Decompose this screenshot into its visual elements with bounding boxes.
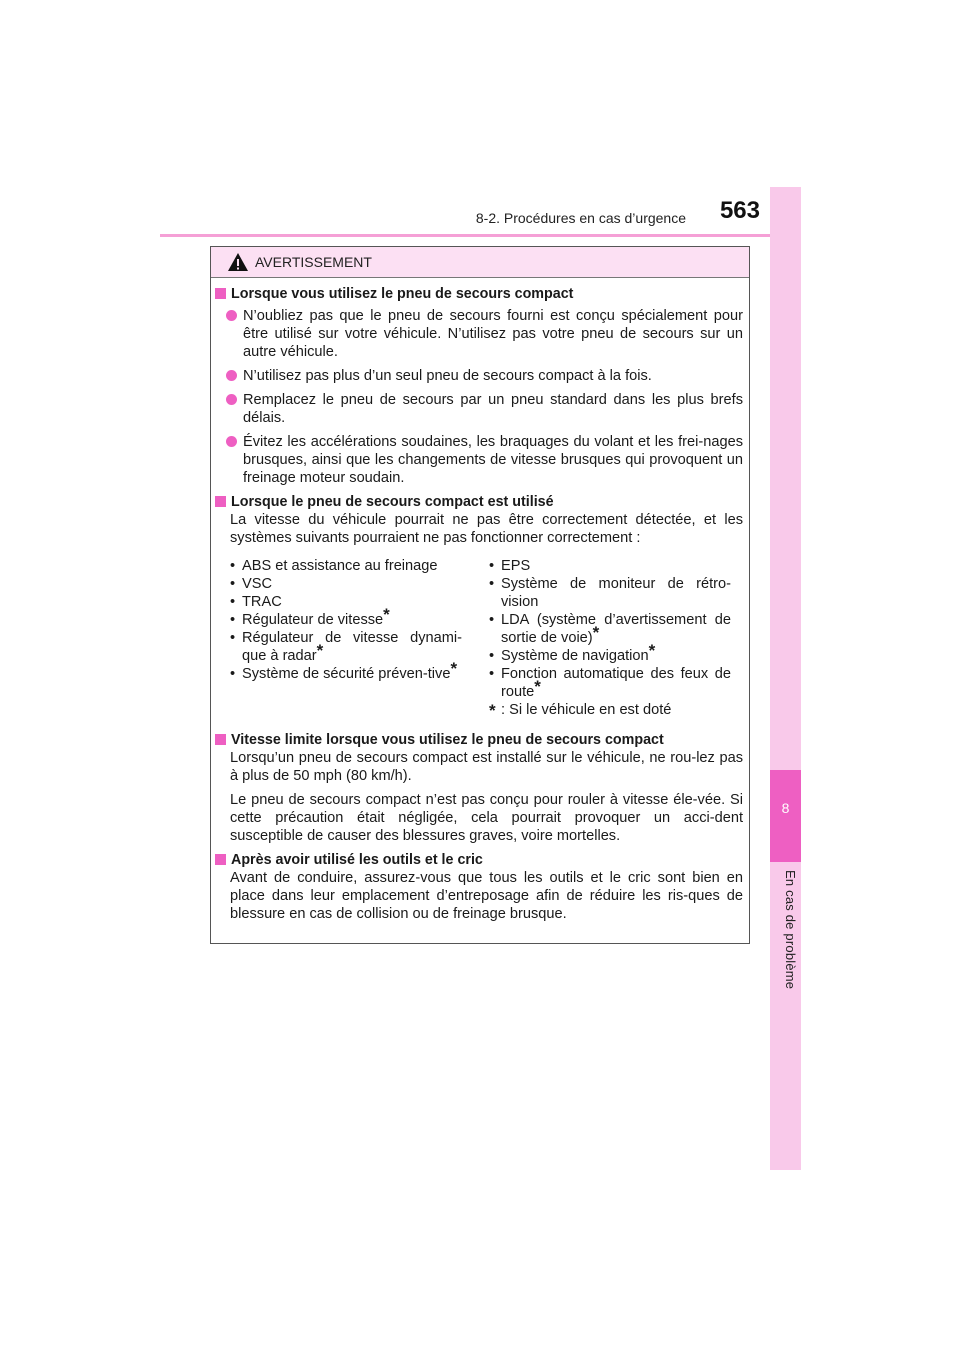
footnote: * : Si le véhicule en est doté <box>489 701 672 720</box>
paragraph: Le pneu de secours compact n’est pas conçu pour rouler à vitesse éle-vée. Si cette précaution était négligée, cela pourrait provoquer un acci-dent susceptible de causer des blessures graves, voire mortelles. <box>230 792 743 844</box>
section-title: 8-2. Procédures en cas d’urgence <box>475 210 686 226</box>
list-item: • Régulateur de vitesse* <box>230 605 390 628</box>
bullet-item: N’utilisez pas plus d’un seul pneu de secours compact à la fois. <box>211 367 749 385</box>
list-item: • ABS et assistance au freinage <box>230 558 438 574</box>
asterisk-mark: * <box>489 701 496 720</box>
asterisk-mark: * <box>316 641 324 660</box>
square-bullet-icon <box>215 734 226 745</box>
paragraph: Avant de conduire, assurez-vous que tous les outils et le cric sont bien en place dans leur emplacement d’entreposage afin de réduire les ris-ques de blessure en cas de collision ou de freinage brusque. <box>230 870 743 922</box>
page-number: 563 <box>719 197 760 224</box>
list-item: • LDA (système d’avertissement de sortie de voie)* <box>489 612 731 646</box>
section-heading-spare-in-use: Lorsque le pneu de secours compact est utilisé <box>213 493 749 511</box>
chapter-label: En cas de problème <box>783 870 798 990</box>
circle-bullet-icon <box>226 436 237 447</box>
warning-header <box>211 247 749 278</box>
list-item: • Régulateur de vitesse dynami-que à radar* <box>230 630 462 664</box>
square-bullet-icon <box>215 496 226 507</box>
header-divider <box>160 234 800 237</box>
chapter-number: 8 <box>781 800 790 816</box>
bullet-item: Remplacez le pneu de secours par un pneu standard dans les plus brefs délais. <box>211 391 749 427</box>
list-item: • Système de navigation* <box>489 641 656 664</box>
asterisk-mark: * <box>592 623 600 642</box>
asterisk-mark: * <box>648 641 656 660</box>
list-item: • VSC <box>230 576 273 592</box>
bullet-item: Évitez les accélérations soudaines, les braquages du volant et les frei-nages brusques, ainsi que les changements de vitesse brusques qui provoquent un freinage moteur soudain. <box>211 433 749 487</box>
square-bullet-icon <box>215 288 226 299</box>
section-heading-compact-spare: Lorsque vous utilisez le pneu de secours compact <box>213 285 749 303</box>
square-bullet-icon <box>215 854 226 865</box>
paragraph: La vitesse du véhicule pourrait ne pas être correctement détectée, et les systèmes suivants pourraient ne pas fonctionner correctement : <box>230 512 743 546</box>
affected-systems-list <box>211 557 749 723</box>
list-item: • Système de moniteur de rétro-vision <box>489 576 731 610</box>
circle-bullet-icon <box>226 370 237 381</box>
warning-title: AVERTISSEMENT <box>255 254 372 270</box>
chapter-number-box <box>770 770 801 862</box>
systems-column-right <box>489 557 731 719</box>
section-heading-speed-limit: Vitesse limite lorsque vous utilisez le pneu de secours compact <box>213 731 749 749</box>
warning-box <box>210 246 750 944</box>
asterisk-mark: * <box>450 659 458 678</box>
list-item: • EPS <box>489 558 531 574</box>
warning-content <box>211 285 749 923</box>
circle-bullet-icon <box>226 394 237 405</box>
asterisk-mark: * <box>534 677 541 696</box>
asterisk-mark: * <box>383 605 390 624</box>
circle-bullet-icon <box>226 310 237 321</box>
bullet-item: N’oubliez pas que le pneu de secours fourni est conçu spécialement pour être utilisé sur votre véhicule. N’utilisez pas votre pneu de secours sur un autre véhicule. <box>211 307 749 361</box>
list-item: • Fonction automatique des feux de route* <box>489 666 731 700</box>
list-item: • Système de sécurité préven-tive* <box>230 659 458 682</box>
list-item: • TRAC <box>230 594 282 610</box>
warning-triangle-icon <box>227 252 249 272</box>
paragraph: Lorsqu’un pneu de secours compact est installé sur le véhicule, ne rou-lez pas à plus de 50 mph (80 km/h). <box>230 750 743 784</box>
systems-column-left <box>230 557 462 683</box>
section-heading-after-tools: Après avoir utilisé les outils et le cric <box>213 851 749 869</box>
